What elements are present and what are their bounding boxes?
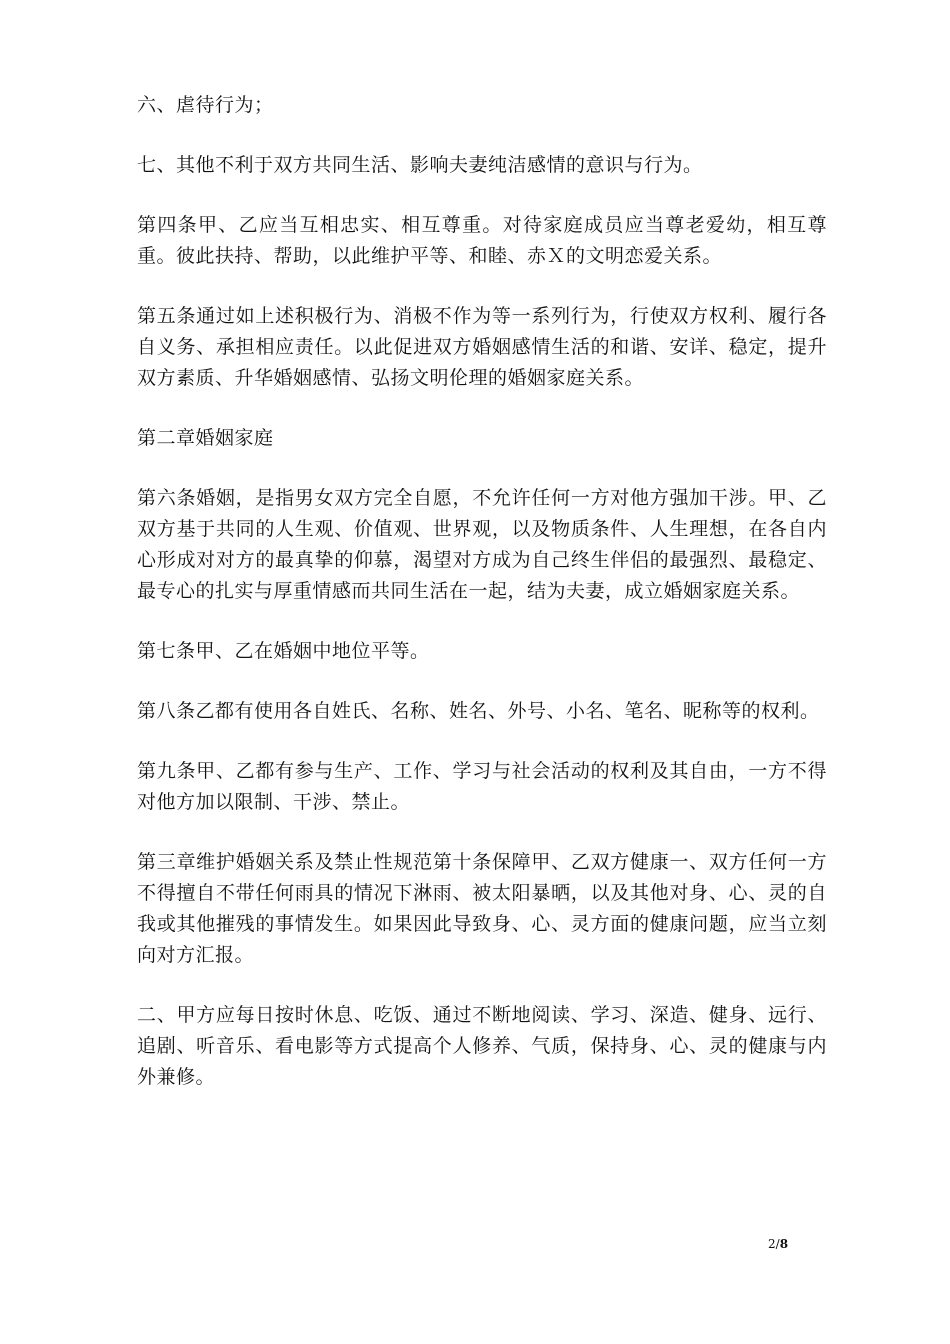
document-body [137, 90, 827, 1122]
page-number [768, 1237, 788, 1251]
paragraph-article-5: 第五条通过如上述积极行为、消极不作为等一系列行为，行使双方权利、履行各自义务、承担相应责任。以此促进双方婚姻感情生活的和谐、安详、稳定，提升双方素质、升华婚姻感情、弘扬文明伦理的婚姻家庭关系。 [137, 305, 827, 389]
paragraph-article-7: 第七条甲、乙在婚姻中地位平等。 [137, 640, 430, 662]
paragraph-article-4: 第四条甲、乙应当互相忠实、相互尊重。对待家庭成员应当尊老爱幼，相互尊重。彼此扶持、帮助，以此维护平等、和睦、赤Ｘ的文明恋爱关系。 [137, 214, 827, 267]
current-page-number: 2 [768, 1237, 776, 1251]
paragraph-article-8: 第八条乙都有使用各自姓氏、名称、姓名、外号、小名、笔名、昵称等的权利。 [137, 700, 820, 722]
paragraph-article-6: 第六条婚姻，是指男女双方完全自愿，不允许任何一方对他方强加干涉。甲、乙双方基于共同的人生观、价值观、世界观，以及物质条件、人生理想，在各自内心形成对对方的最真挚的仰慕，渴望对方成为自己终生伴侣的最强烈、最稳定、最专心的扎实与厚重情感而共同生活在一起，结为夫妻，成立婚姻家庭关系。 [137, 487, 827, 602]
total-pages-number: 8 [779, 1237, 789, 1251]
paragraph-article-9: 第九条甲、乙都有参与生产、工作、学习与社会活动的权利及其自由，一方不得对他方加以限制、干涉、禁止。 [137, 760, 827, 813]
paragraph-item-7: 七、其他不利于双方共同生活、影响夫妻纯洁感情的意识与行为。 [137, 154, 703, 176]
paragraph-item-6: 六、虐待行为； [137, 94, 274, 116]
paragraph-item-2: 二、甲方应每日按时休息、吃饭、通过不断地阅读、学习、深造、健身、远行、追剧、听音乐、看电影等方式提高个人修养、气质，保持身、心、灵的健康与内外兼修。 [137, 1004, 827, 1088]
page-number-separator: / [775, 1237, 780, 1251]
paragraph-chapter-3-article-10: 第三章维护婚姻关系及禁止性规范第十条保障甲、乙双方健康一、双方任何一方不得擅自不带任何雨具的情况下淋雨、被太阳暴晒，以及其他对身、心、灵的自我或其他摧残的事情发生。如果因此导致身、心、灵方面的健康问题，应当立刻向对方汇报。 [137, 851, 827, 966]
chapter-heading-2: 第二章婚姻家庭 [137, 427, 274, 449]
